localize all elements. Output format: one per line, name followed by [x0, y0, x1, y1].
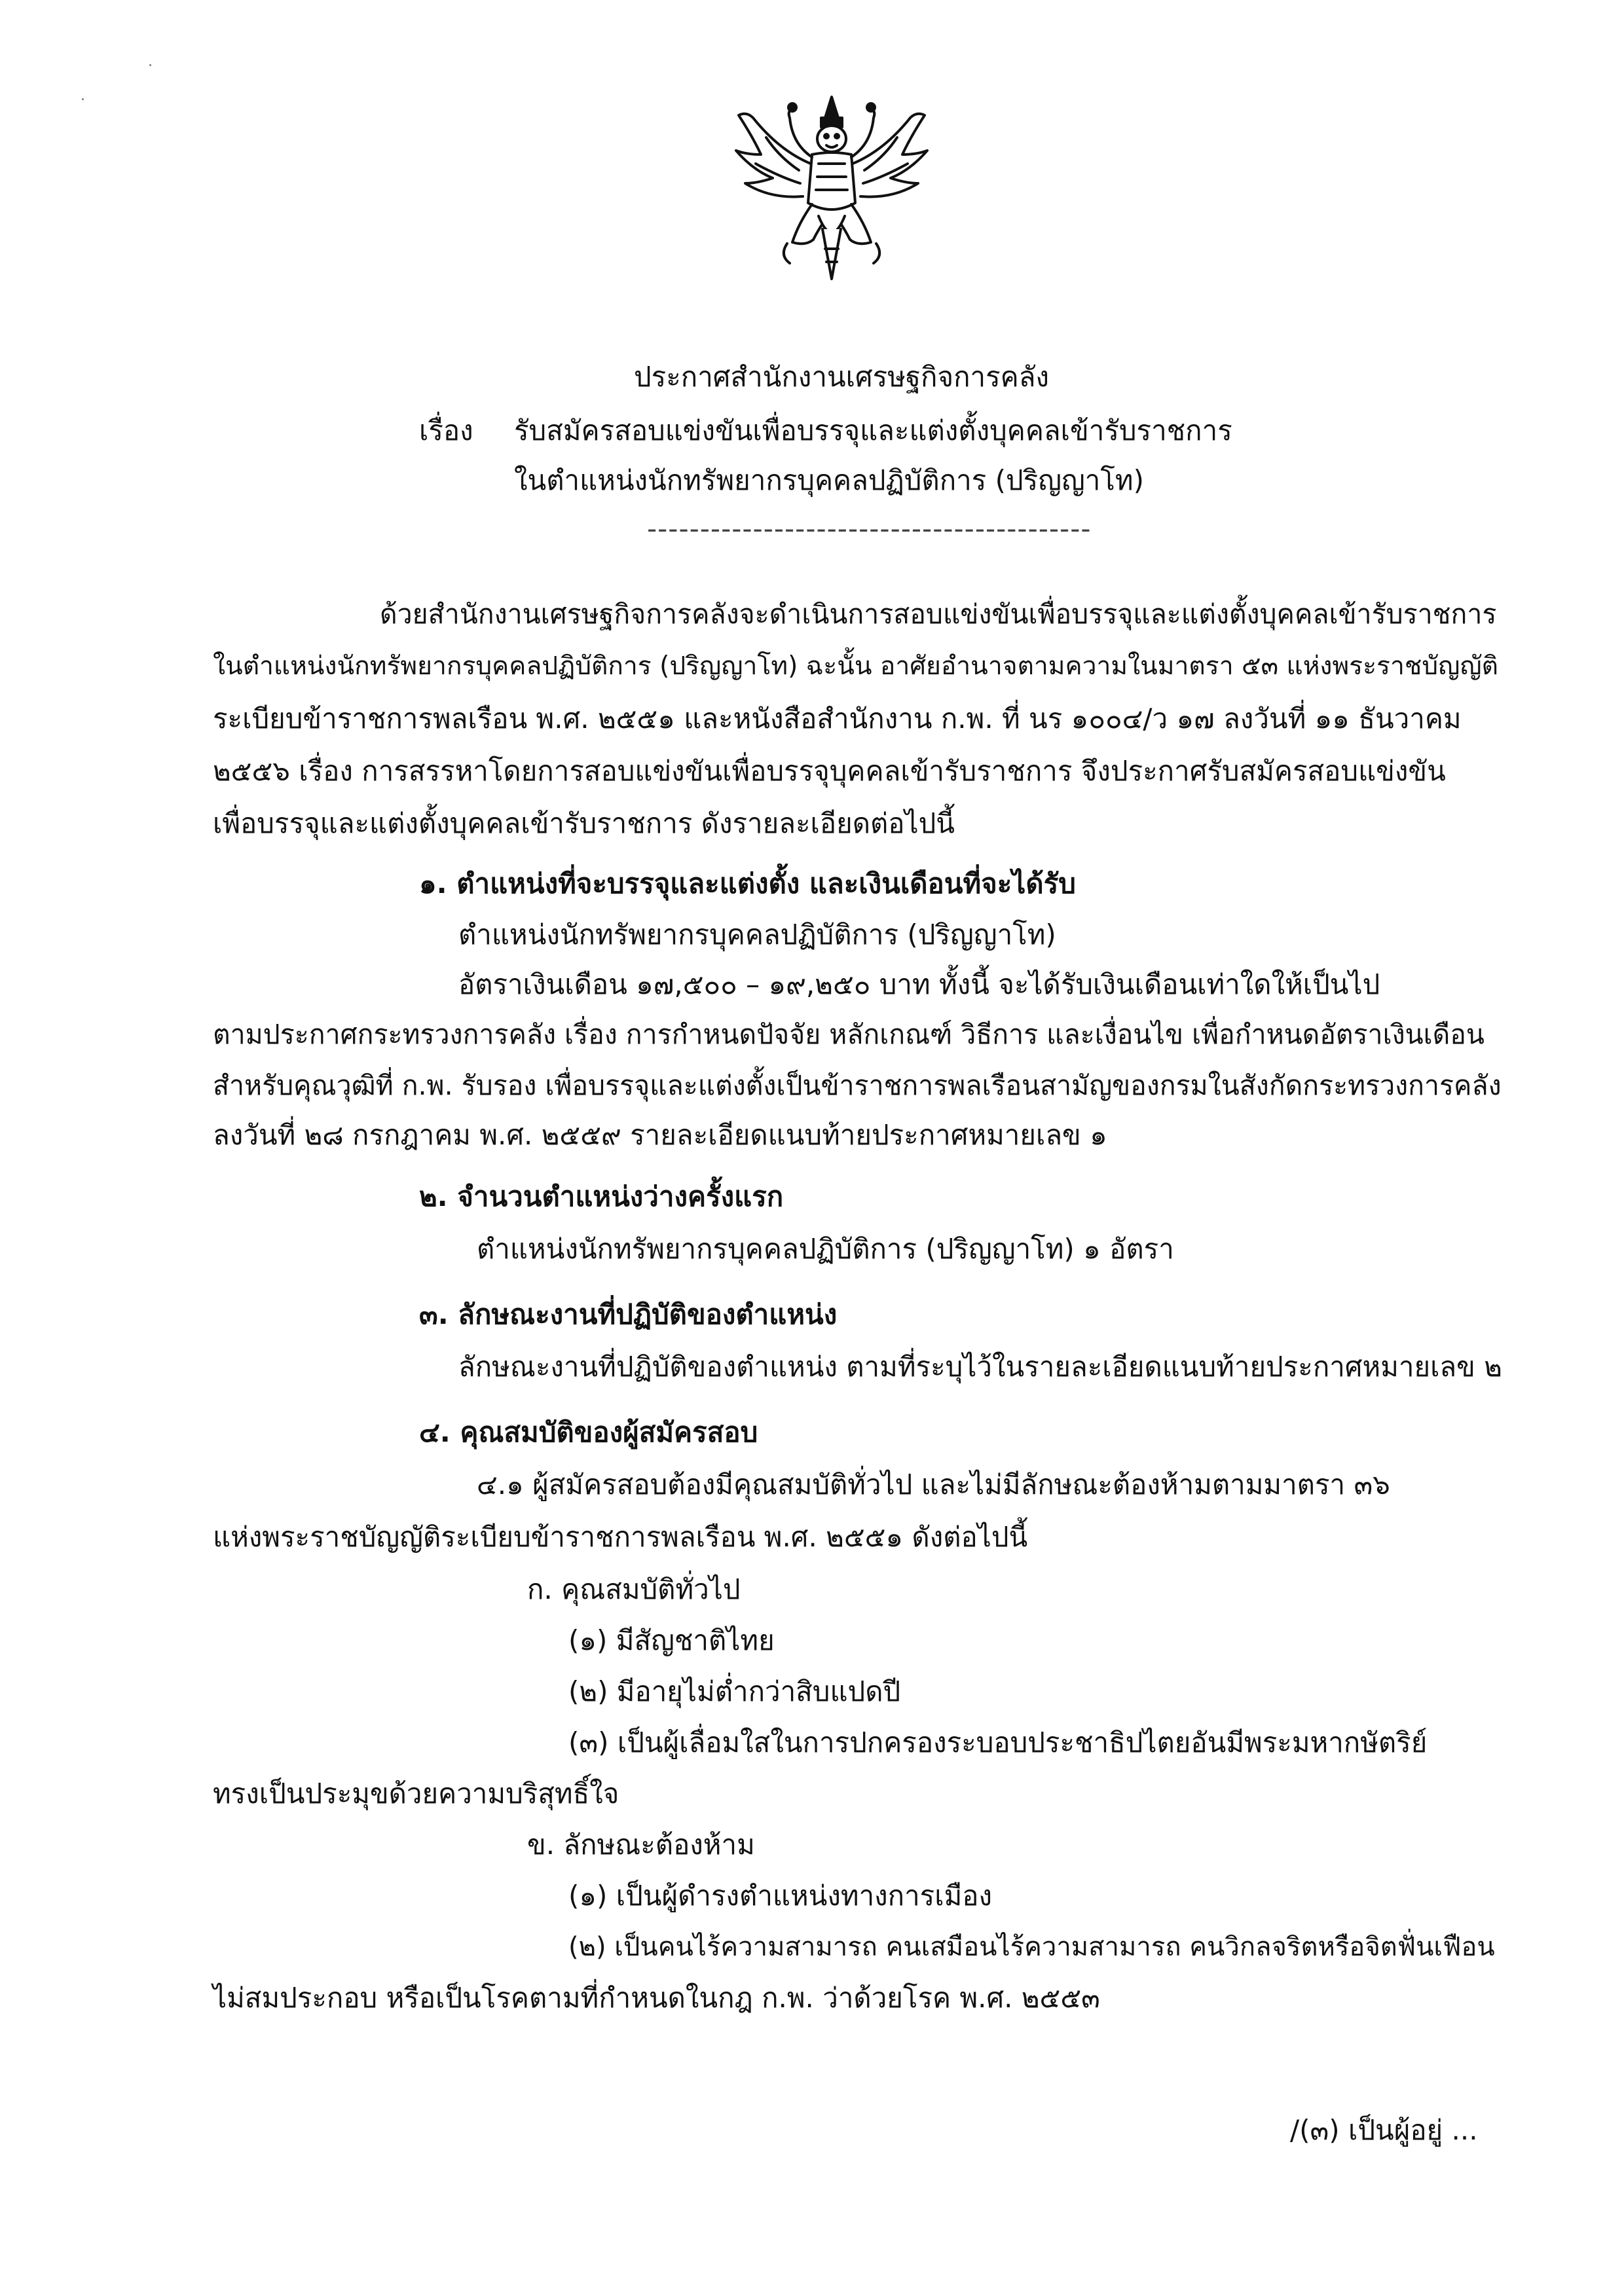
section-1-heading: ๑. ตำแหน่งที่จะบรรจุและแต่งตั้ง และเงินเดือนที่จะได้รับ [419, 867, 1076, 900]
subject-label: เรื่อง [419, 414, 473, 446]
intro-paragraph-line: เพื่อบรรจุและแต่งตั้งบุคคลเข้ารับราชการ ดังรายละเอียดต่อไปนี้ [213, 807, 955, 839]
prohibited-item: (๑) เป็นผู้ดำรงตำแหน่งทางการเมือง [568, 1880, 993, 1912]
subject-line-2: ในตำแหน่งนักทรัพยากรบุคคลปฏิบัติการ (ปริญญาโท) [514, 464, 1145, 496]
section-4-line: แห่งพระราชบัญญัติระเบียบข้าราชการพลเรือน พ.ศ. ๒๕๕๑ ดังต่อไปนี้ [213, 1521, 1028, 1553]
prohibited-characteristics-heading: ข. ลักษณะต้องห้าม [527, 1829, 755, 1861]
subject-line-1: รับสมัครสอบแข่งขันเพื่อบรรจุและแต่งตั้งบุคคลเข้ารับราชการ [514, 414, 1232, 446]
scan-speck [149, 64, 151, 66]
announcement-title: ประกาศสำนักงานเศรษฐกิจการคลัง [634, 361, 1049, 393]
section-3-heading: ๓. ลักษณะงานที่ปฏิบัติของตำแหน่ง [419, 1298, 838, 1330]
page-continuation: /(๓) เป็นผู้อยู่ ... [1290, 2114, 1478, 2146]
prohibited-item: ไม่สมประกอบ หรือเป็นโรคตามที่กำหนดในกฎ ก.พ. ว่าด้วยโรค พ.ศ. ๒๕๕๓ [213, 1982, 1100, 2014]
general-qualification-item: ทรงเป็นประมุขด้วยความบริสุทธิ์ใจ [213, 1777, 619, 1810]
header-divider: ------------------------------------------ [647, 513, 1092, 545]
section-4-line: ๔.๑ ผู้สมัครสอบต้องมีคุณสมบัติทั่วไป และไม่มีลักษณะต้องห้ามตามมาตรา ๓๖ [477, 1468, 1390, 1501]
garuda-emblem-icon [727, 92, 936, 288]
intro-paragraph-line: ในตำแหน่งนักทรัพยากรบุคคลปฏิบัติการ (ปริญญาโท) ฉะนั้น อาศัยอำนาจตามความในมาตรา ๕๓ แห่งพระราชบัญญัติ [213, 651, 1498, 681]
section-1-line: ตามประกาศกระทรวงการคลัง เรื่อง การกำหนดปัจจัย หลักเกณฑ์ วิธีการ และเงื่อนไข เพื่อกำหนดอัตราเงินเดือน [213, 1019, 1485, 1050]
section-1-line: ลงวันที่ ๒๘ กรกฎาคม พ.ศ. ๒๕๕๙ รายละเอียดแนบท้ายประกาศหมายเลข ๑ [213, 1119, 1107, 1151]
section-1-line: อัตราเงินเดือน ๑๗,๕๐๐ – ๑๙,๒๕๐ บาท ทั้งนี้ จะได้รับเงินเดือนเท่าใดให้เป็นไป [458, 968, 1380, 1000]
intro-paragraph-line: ๒๕๕๖ เรื่อง การสรรหาโดยการสอบแข่งขันเพื่อบรรจุบุคคลเข้ารับราชการ จึงประกาศรับสมัครสอบแข่งขัน [213, 755, 1446, 787]
general-qualifications-heading: ก. คุณสมบัติทั่วไป [527, 1573, 741, 1605]
announcement-subject [419, 412, 1232, 449]
prohibited-item: (๒) เป็นคนไร้ความสามารถ คนเสมือนไร้ความสามารถ คนวิกลจริตหรือจิตฟั่นเฟือน [568, 1932, 1495, 1962]
scan-speck [82, 98, 84, 100]
section-4-heading: ๔. คุณสมบัติของผู้สมัครสอบ [419, 1416, 758, 1448]
section-1-line: ตำแหน่งนักทรัพยากรบุคคลปฏิบัติการ (ปริญญาโท) [458, 919, 1056, 951]
section-3-line: ลักษณะงานที่ปฏิบัติของตำแหน่ง ตามที่ระบุไว้ในรายละเอียดแนบท้ายประกาศหมายเลข ๒ [458, 1351, 1502, 1383]
section-2-heading: ๒. จำนวนตำแหน่งว่างครั้งแรก [419, 1180, 784, 1212]
general-qualification-item: (๒) มีอายุไม่ต่ำกว่าสิบแปดปี [568, 1675, 901, 1707]
section-1-line: สำหรับคุณวุฒิที่ ก.พ. รับรอง เพื่อบรรจุและแต่งตั้งเป็นข้าราชการพลเรือนสามัญของกรมในสังกัดกระทรวงการคลัง [213, 1070, 1502, 1101]
section-2-line: ตำแหน่งนักทรัพยากรบุคคลปฏิบัติการ (ปริญญาโท) ๑ อัตรา [477, 1233, 1174, 1265]
intro-paragraph-line: ระเบียบข้าราชการพลเรือน พ.ศ. ๒๕๕๑ และหนังสือสำนักงาน ก.พ. ที่ นร ๑๐๐๔/ว ๑๗ ลงวันที่ ๑๑ ธันวาคม [213, 702, 1462, 735]
intro-paragraph-line: ด้วยสำนักงานเศรษฐกิจการคลังจะดำเนินการสอบแข่งขันเพื่อบรรจุและแต่งตั้งบุคคลเข้ารับราชการ [380, 598, 1497, 630]
general-qualification-item: (๑) มีสัญชาติไทย [568, 1624, 775, 1656]
general-qualification-item: (๓) เป็นผู้เลื่อมใสในการปกครองระบอบประชาธิปไตยอันมีพระมหากษัตริย์ [568, 1726, 1428, 1758]
